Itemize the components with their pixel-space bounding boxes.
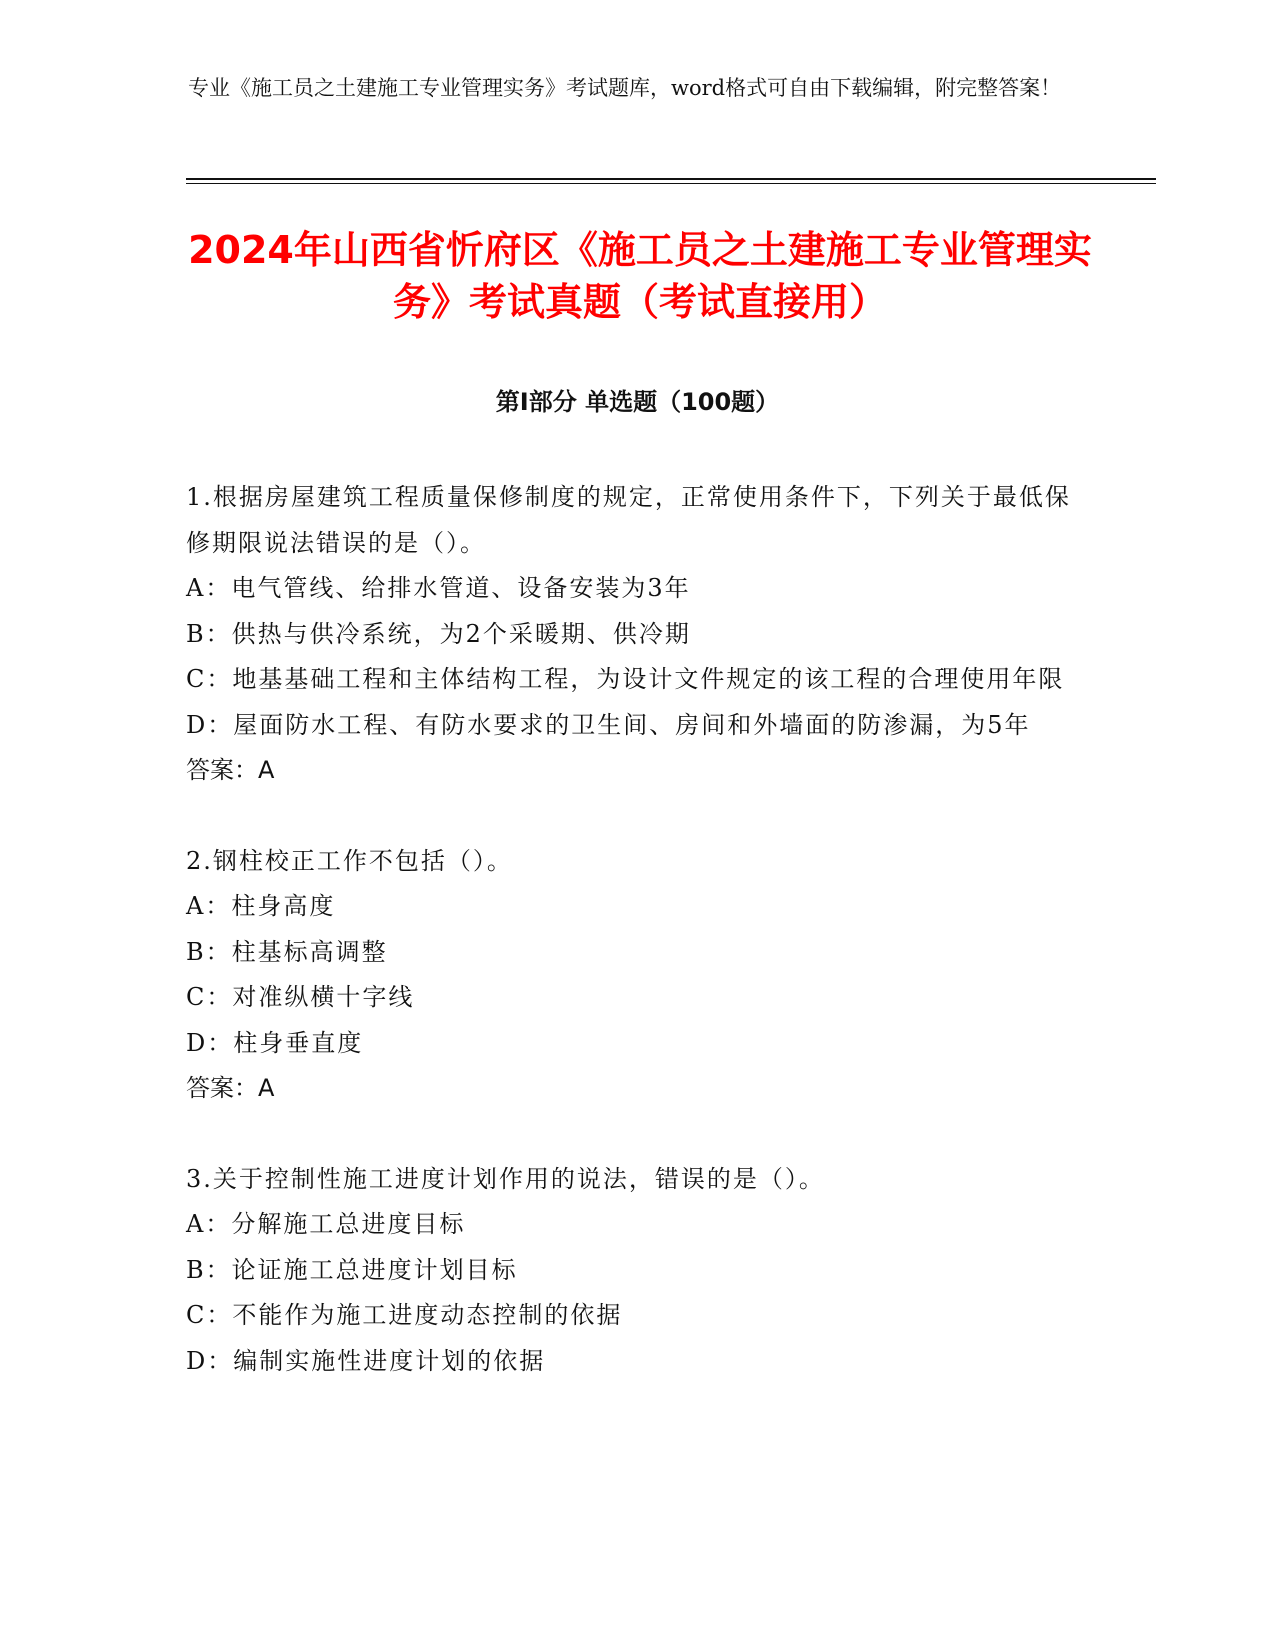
question-2	[186, 839, 1071, 1112]
question-stem: 3.关于控制性施工进度计划作用的说法，错误的是（）。	[186, 1164, 825, 1193]
option-b: B：供热与供冷系统，为2个采暖期、供冷期	[186, 619, 691, 648]
header-note: 专业《施工员之土建施工专业管理实务》考试题库，word格式可自由下载编辑，附完整答案！	[188, 76, 1062, 100]
option-a: A：分解施工总进度目标	[186, 1210, 466, 1238]
document-title: 2024年山西省忻府区《施工员之土建施工专业管理实务》考试真题（考试直接用）	[188, 228, 1092, 324]
question-list	[186, 475, 1071, 1429]
option-a: A：电气管线、给排水管道、设备安装为3年	[186, 574, 691, 602]
answer: 答案：A	[186, 1074, 275, 1102]
question-stem: 1.根据房屋建筑工程质量保修制度的规定，正常使用条件下，下列关于最低保修期限说法错误的是（）。	[186, 483, 1071, 557]
option-a: A：柱身高度	[186, 892, 336, 920]
option-d: D：编制实施性进度计划的依据	[186, 1346, 546, 1375]
option-d: D：屋面防水工程、有防水要求的卫生间、房间和外墙面的防渗漏，为5年	[186, 710, 1031, 739]
question-3	[186, 1157, 1071, 1385]
option-b: B：论证施工总进度计划目标	[186, 1255, 518, 1284]
header-divider-thin	[186, 183, 1156, 184]
question-stem: 2.钢柱校正工作不包括（）。	[186, 846, 513, 875]
question-1	[186, 475, 1071, 794]
option-b: B：柱基标高调整	[186, 937, 388, 966]
option-d: D：柱身垂直度	[186, 1028, 364, 1057]
option-c: C：对准纵横十字线	[186, 983, 415, 1011]
section-heading: 第I部分 单选题（100题）	[495, 388, 780, 416]
header-divider-thick	[186, 178, 1156, 180]
answer: 答案：A	[186, 756, 275, 784]
option-c: C：不能作为施工进度动态控制的依据	[186, 1301, 623, 1329]
option-c: C：地基基础工程和主体结构工程，为设计文件规定的该工程的合理使用年限	[186, 665, 1065, 693]
